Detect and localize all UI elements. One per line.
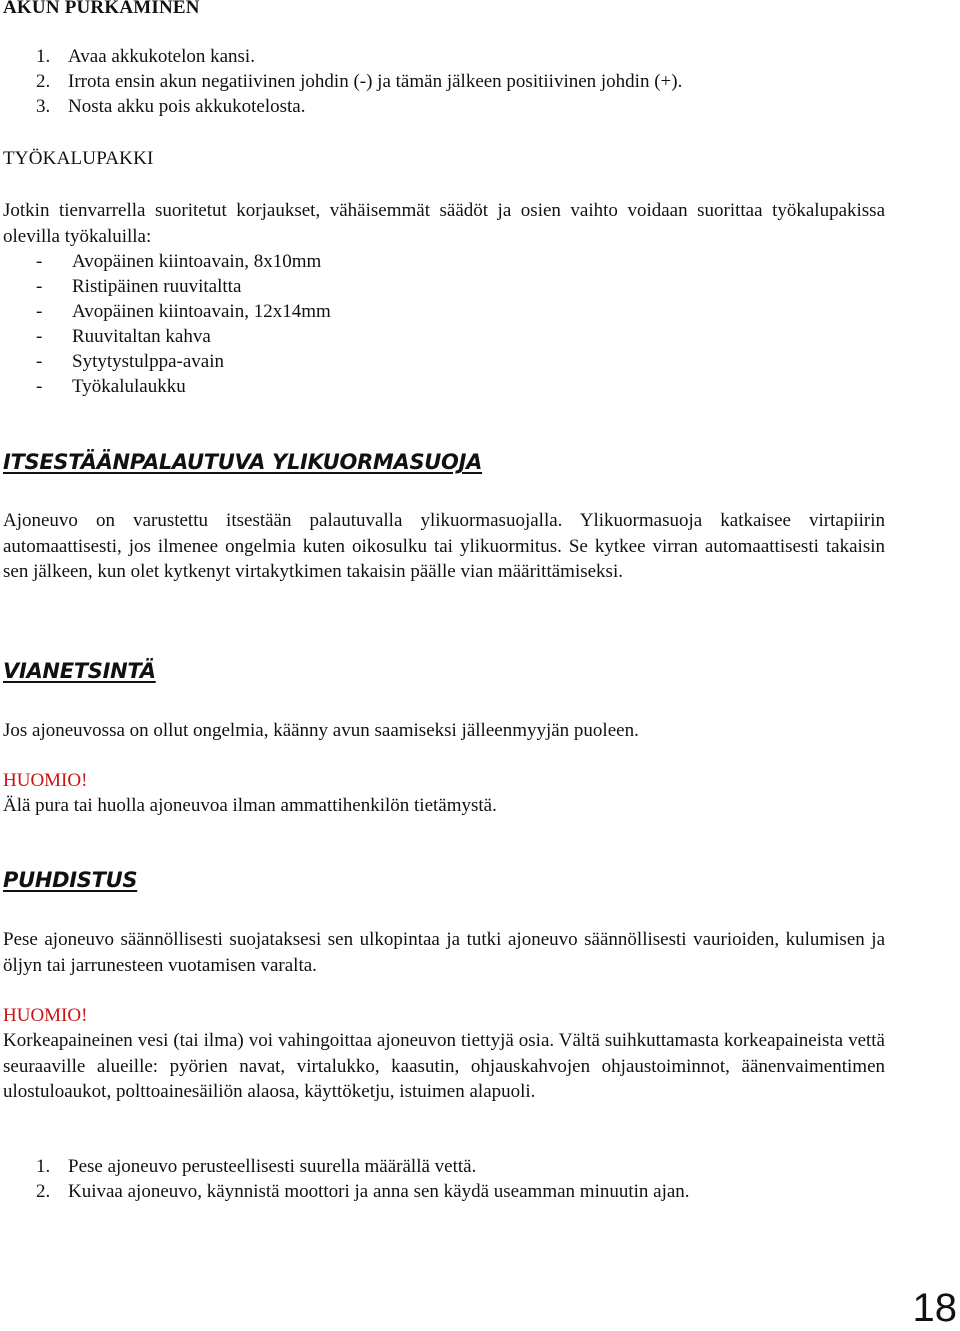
troubleshooting-warning-text: Älä pura tai huolla ajoneuvoa ilman ammattihenkilön tietämystä.	[3, 795, 497, 816]
cleaning-steps	[36, 1154, 690, 1204]
list-item: 1. Avaa akkukotelon kansi.	[36, 46, 255, 67]
troubleshooting-paragraph: Jos ajoneuvossa on ollut ongelmia, käänny avun saamiseksi jälleenmyyjän puoleen.	[3, 720, 639, 741]
battery-section-title: AKUN PURKAMINEN	[3, 0, 200, 18]
toolkit-list	[36, 249, 331, 399]
list-item: 2. Irrota ensin akun negatiivinen johdin (-) ja tämän jälkeen positiivinen johdin (+).	[36, 71, 683, 92]
battery-steps	[36, 44, 682, 119]
page-number: 18	[912, 1286, 957, 1330]
list-item: - Avopäinen kiintoavain, 8x10mm	[36, 251, 322, 272]
troubleshooting-section-title: VIANETSINTÄ	[3, 659, 156, 683]
list-item: - Sytytystulppa-avain	[36, 351, 224, 372]
list-item: 3. Nosta akku pois akkukotelosta.	[36, 96, 306, 117]
cleaning-section-title: PUHDISTUS	[3, 868, 138, 892]
list-item: - Avopäinen kiintoavain, 12x14mm	[36, 301, 331, 322]
troubleshooting-warning-label: HUOMIO!	[3, 770, 88, 791]
breaker-paragraph: Ajoneuvo on varustettu itsestään palautuvalla ylikuormasuojalla. Ylikuormasuoja katkaisee virtapiirin automaattisesti, jos ilmenee ongelmia kuten oikosulku tai ylikuormitus. Se kytkee virran automaattisesti takaisin sen jälkeen, kun olet kytkenyt virtakytkimen takaisin päälle vian määrittämiseksi.	[3, 510, 885, 582]
toolkit-section-title: TYÖKALUPAKKI	[3, 148, 154, 169]
list-item: - Työkalulaukku	[36, 376, 186, 397]
list-item: - Ruuvitaltan kahva	[36, 326, 211, 347]
cleaning-warning-text: Korkeapaineinen vesi (tai ilma) voi vahingoittaa ajoneuvon tiettyjä osia. Vältä suihkuttamasta korkeapaineista vettä seuraaville alueille: pyörien navat, virtalukko, kaasutin, ohjauskahvojen ohjaustoiminnot, äänenvaimentimen ulostuloaukot, polttoainesäiliön alaosa, käyttöketju, istuimen alapuoli.	[3, 1030, 885, 1102]
list-item: 1. Pese ajoneuvo perusteellisesti suurella määrällä vettä.	[36, 1156, 477, 1177]
list-item: - Ristipäinen ruuvitaltta	[36, 276, 242, 297]
list-item: 2. Kuivaa ajoneuvo, käynnistä moottori ja anna sen käydä useamman minuutin ajan.	[36, 1181, 690, 1202]
breaker-section-title: ITSESTÄÄNPALAUTUVA YLIKUORMASUOJA	[3, 450, 483, 474]
toolkit-intro: Jotkin tienvarrella suoritetut korjaukset, vähäisemmät säädöt ja osien vaihto voidaan suorittaa työkalupakissa olevilla työkaluilla:	[3, 200, 885, 247]
cleaning-paragraph: Pese ajoneuvo säännöllisesti suojataksesi sen ulkopintaa ja tutki ajoneuvo säännöllisesti vaurioiden, kulumisen ja öljyn tai jarrunesteen vuotamisen varalta.	[3, 929, 885, 976]
cleaning-warning-label: HUOMIO!	[3, 1005, 88, 1026]
